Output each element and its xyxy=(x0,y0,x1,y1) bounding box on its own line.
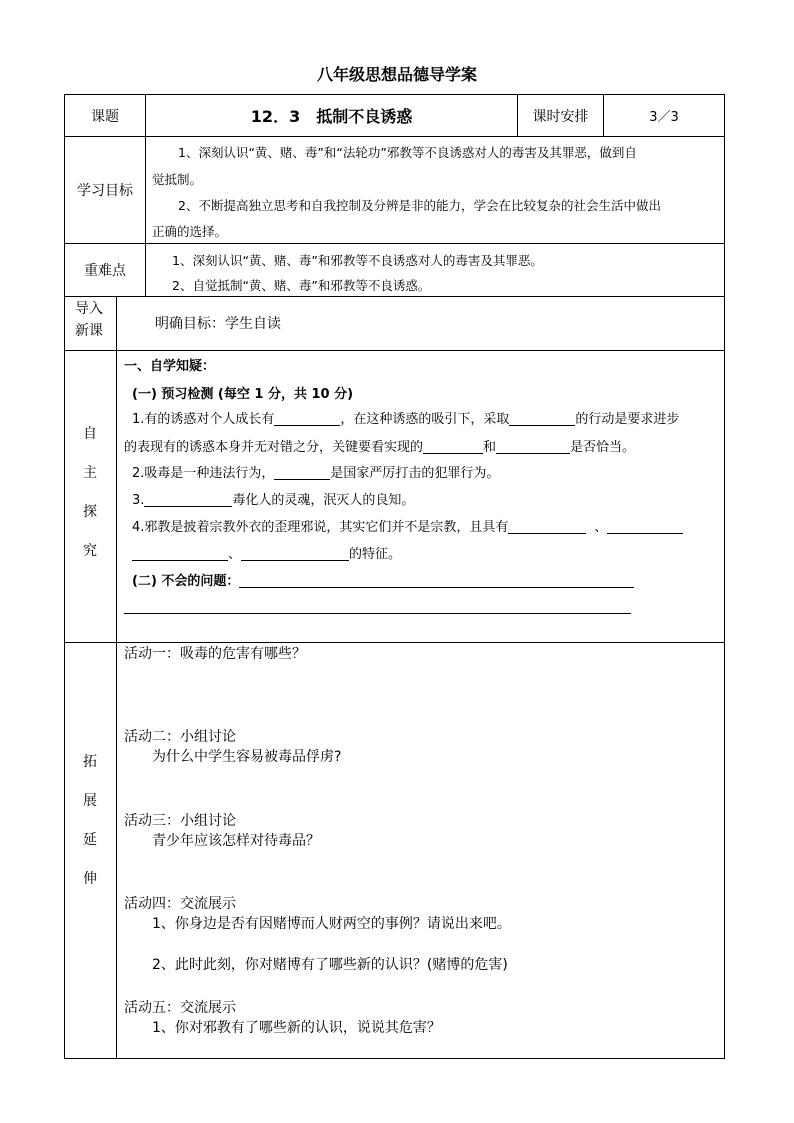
self-study-label xyxy=(65,427,115,558)
topic-label: 课题 xyxy=(91,108,119,125)
activity-3-question: 青少年应该怎样对待毒品？ xyxy=(152,833,320,849)
self-study-char: 自 xyxy=(83,426,97,442)
intro-label-1: 导入 xyxy=(75,301,103,317)
answer-blank xyxy=(423,441,483,454)
intro-label-2: 新课 xyxy=(75,323,103,339)
self-study-char: 主 xyxy=(83,465,97,481)
extension-char: 伸 xyxy=(83,871,97,887)
question-2: 2.吸毒是一种违法行为， 是国家严厉打击的犯罪行为。 xyxy=(132,466,500,481)
objective-line-2: 觉抵制。 xyxy=(152,172,203,187)
activity-4-question-1: 1、你身边是否有因赌博而人财两空的事例？请说出来吧。 xyxy=(152,916,511,932)
question-1-line-1: 1.有的诱惑对个人成长有 ，在这种诱惑的吸引下，采取 的行动是要求进步 xyxy=(132,412,680,427)
answer-blank xyxy=(508,521,586,534)
activity-5: 活动五：交流展示 xyxy=(124,1000,236,1016)
question-4-line-1: 4.邪教是披着宗教外衣的歪理邪说，其实它们并不是宗教，且具有 、 xyxy=(132,521,683,534)
extension-label xyxy=(65,755,115,886)
objective-line-4: 正确的选择。 xyxy=(152,224,228,239)
lesson-topic: 12．3 抵制不良诱惑 xyxy=(250,107,413,126)
activity-5-question-1: 1、你对邪教有了哪些新的认识，说说其危害？ xyxy=(152,1020,441,1036)
answer-blank xyxy=(144,494,232,507)
extension-char: 延 xyxy=(83,832,97,848)
intro-text: 明确目标：学生自读 xyxy=(155,316,281,332)
activity-4: 活动四：交流展示 xyxy=(124,896,236,912)
schedule-value: 3／3 xyxy=(649,110,679,125)
key-point-line-2: 2、自觉抵制“黄、赌、毒”和邪教等不良诱惑。 xyxy=(172,278,431,293)
preview-check-heading: (一) 预习检测 (每空 1 分，共 10 分) xyxy=(132,387,354,402)
question-1-line-2: 的表现有的诱惑本身并无对错之分，关键要看实现的 和 是否恰当。 xyxy=(124,440,636,455)
question-3: 3. 毒化人的灵魂，泯灭人的良知。 xyxy=(132,493,415,508)
activity-1: 活动一：吸毒的危害有哪些？ xyxy=(124,646,306,662)
key-points-label: 重难点 xyxy=(84,263,126,279)
page-title: 八年级思想品德导学案 xyxy=(316,65,477,84)
objective-line-1: 1、深刻认识“黄、赌、毒”和“法轮功”邪教等不良诱惑对人的毒害及其罪恶，做到自 xyxy=(178,145,637,160)
answer-blank xyxy=(607,521,683,534)
key-point-line-1: 1、深刻认识“黄、赌、毒”和邪教等不良诱惑对人的毒害及其罪恶。 xyxy=(172,253,543,268)
activity-3: 活动三：小组讨论 xyxy=(124,813,236,829)
unknown-questions: (二) 不会的问题： xyxy=(132,575,634,588)
answer-blank xyxy=(509,413,575,426)
answer-blank xyxy=(239,575,634,588)
objective-line-3: 2、不断提高独立思考和自我控制及分辨是非的能力，学会在比较复杂的社会生活中做出 xyxy=(178,198,661,213)
objectives-label: 学习目标 xyxy=(77,183,133,199)
question-4-line-2: 、 的特征。 xyxy=(132,548,401,561)
self-study-heading: 一、自学知疑： xyxy=(124,359,216,374)
answer-blank xyxy=(274,413,340,426)
activity-2: 活动二：小组讨论 xyxy=(124,729,236,745)
schedule-label: 课时安排 xyxy=(532,108,589,125)
extension-char: 拓 xyxy=(83,754,97,770)
extension-char: 展 xyxy=(83,793,97,809)
answer-blank xyxy=(274,467,330,480)
activity-2-question: 为什么中学生容易被毒品俘虏? xyxy=(152,749,342,765)
answer-line xyxy=(124,613,631,614)
self-study-char: 探 xyxy=(83,504,97,520)
answer-blank xyxy=(132,548,228,561)
self-study-char: 究 xyxy=(83,543,97,559)
activity-4-question-2: 2、此时此刻，你对赌博有了哪些新的认识？(赌博的危害) xyxy=(152,957,508,973)
answer-blank xyxy=(496,441,570,454)
answer-blank xyxy=(241,548,349,561)
